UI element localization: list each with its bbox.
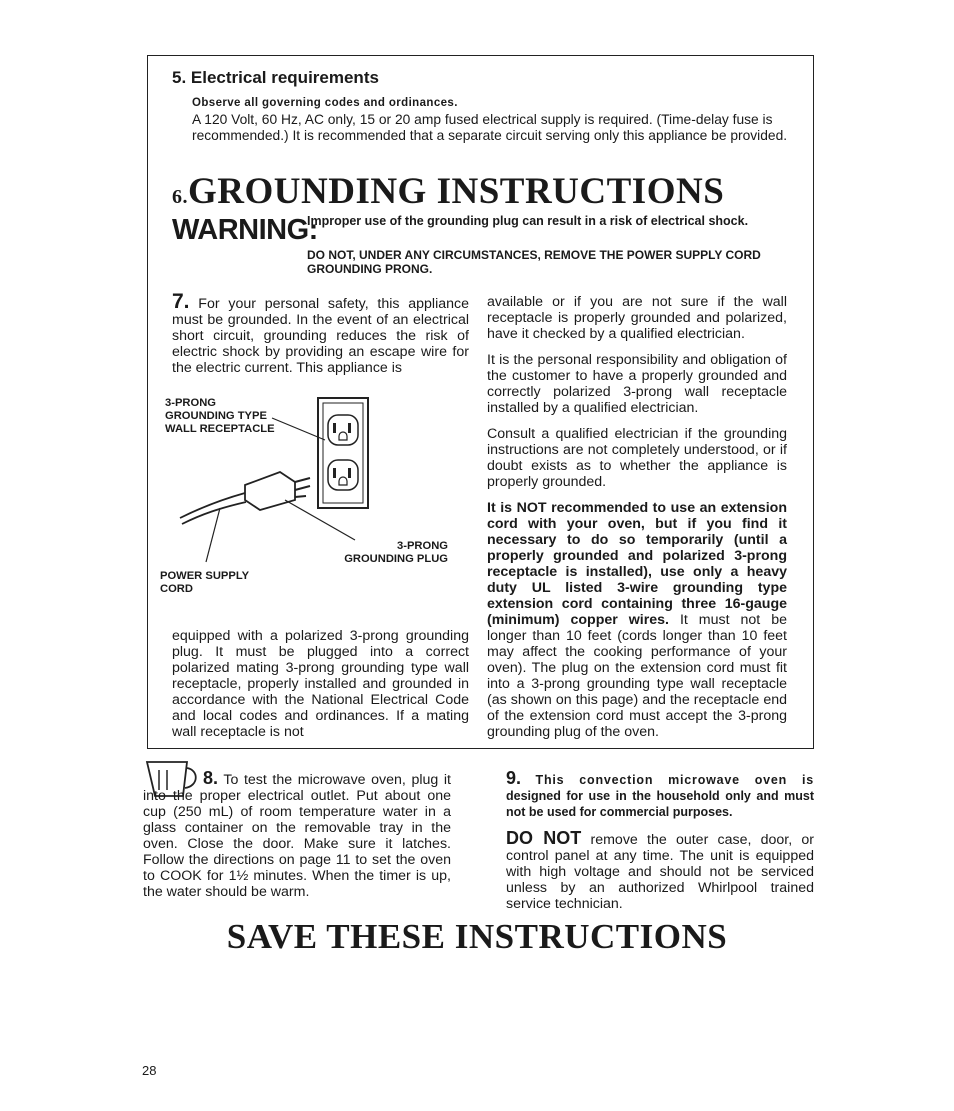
cord-leader bbox=[206, 508, 220, 562]
label-receptacle: 3-PRONG GROUNDING TYPE WALL RECEPTACLE bbox=[165, 397, 275, 435]
section7-intro-text: For your personal safety, this appliance must be grounded. In the event of an electrical short circuit, grounding reduces the risk of electric shock by providing an escape wire for the electric current. This appliance is bbox=[172, 296, 469, 376]
warning-label: WARNING: bbox=[172, 214, 318, 246]
label-cord: POWER SUPPLY CORD bbox=[160, 570, 249, 595]
section5-heading: 5. Electrical requirements bbox=[172, 68, 379, 87]
upper-outlet-ground bbox=[339, 432, 347, 440]
section9-donot bbox=[506, 830, 814, 912]
wall-plate-inner bbox=[323, 403, 363, 503]
section9-lead-text: This convection microwave oven is bbox=[535, 773, 814, 787]
section7-number: 7. bbox=[172, 290, 190, 313]
section8 bbox=[143, 770, 451, 900]
section9-lead bbox=[506, 770, 814, 820]
section9-text: remove the outer case, door, or control panel at any time. The unit is equipped with high voltage and should not be serviced unless by an authorized Whirlpool trained service technician. bbox=[506, 832, 815, 912]
upper-outlet-slot-right bbox=[348, 423, 351, 433]
plug-prong-2 bbox=[295, 486, 310, 490]
right-paragraph-1: available or if you are not sure if the wall receptacle is properly grounded and polarized, have it checked by a qualified electrician. bbox=[487, 294, 787, 342]
grounding-title bbox=[172, 170, 724, 213]
save-instructions-title: SAVE THESE INSTRUCTIONS bbox=[226, 917, 728, 956]
plug-prong-ground bbox=[295, 496, 306, 497]
section5-body: A 120 Volt, 60 Hz, AC only, 15 or 20 amp fused electrical supply is required. (Time-delay fuse is recommended.) It is recommended that a separate circuit serving only this appliance be provided. bbox=[192, 112, 788, 143]
warning-text-2: DO NOT, UNDER ANY CIRCUMSTANCES, REMOVE THE POWER SUPPLY CORD GROUNDING PRONG. bbox=[307, 248, 761, 276]
label-plug: 3-PRONG GROUNDING PLUG bbox=[344, 540, 448, 565]
right-paragraph-2: It is the personal responsibility and obligation of the customer to have a properly grounded and correctly polarized 3-prong wall receptacle installed by a qualified electrician. bbox=[487, 352, 787, 416]
grounding-number: 6. bbox=[172, 186, 188, 208]
extension-cord-warning: It is NOT recommended to use an extension cord with your oven, but if you find it necessary to do so temporarily (until a properly grounded and polarized 3-prong receptacle is installed), use only a heavy duty UL listed 3-wire grounding type extension cord containing three 16-gauge (minimum) copper wires. bbox=[487, 500, 787, 628]
section9 bbox=[506, 770, 814, 922]
plug-body bbox=[245, 472, 295, 510]
upper-outlet-slot-left bbox=[333, 423, 336, 433]
plug-prong-1 bbox=[295, 478, 310, 482]
grounding-title-text: GROUNDING INSTRUCTIONS bbox=[188, 171, 725, 212]
page-number: 28 bbox=[142, 1063, 157, 1078]
lower-outlet-ground bbox=[339, 477, 347, 485]
section7-right-column bbox=[487, 294, 787, 750]
section7-continued: equipped with a polarized 3-prong grounding plug. It must be plugged into a correct polarized mating 3-prong grounding type wall receptacle, properly installed and grounded in accordance with the National Electrical Code and local codes and ordinances. If a mating wall receptacle is not bbox=[172, 628, 469, 740]
right-paragraph-3: Consult a qualified electrician if the grounding instructions are not completely understood, or if doubt exists as to whether the appliance is properly grounded. bbox=[487, 426, 787, 490]
section9-bold-text: designed for use in the household only and must not be used for commercial purposes. bbox=[506, 789, 814, 819]
extension-cord-text: It must not be longer than 10 feet (cords longer than 10 feet may affect the cooking performance of your oven). The plug on the extension cord must fit into a 3-prong grounding type wall receptacle (as shown on this page) and the receptacle end of the extension cord must accept the 3-prong grounding plug of the oven. bbox=[487, 612, 787, 740]
do-not-label: DO NOT bbox=[506, 828, 582, 848]
section5-subheading: Observe all governing codes and ordinances. bbox=[192, 97, 458, 109]
section9-number: 9. bbox=[506, 768, 522, 788]
plug-leader bbox=[285, 500, 355, 540]
warning-text: Improper use of the grounding plug can result in a risk of electrical shock. bbox=[307, 214, 749, 228]
section8-text: To test the microwave oven, plug it into the proper electrical outlet. Put about one cup (250 mL) of room temperature water in a glass container on the removable tray in the oven. Close the door. Make sure it latches. Follow the directions on page 11 to set the oven to COOK for 1½ minutes. When the timer is up, the water should be warm. bbox=[143, 772, 451, 900]
lower-outlet-slot-left bbox=[333, 468, 336, 478]
right-paragraph-4 bbox=[487, 500, 787, 740]
section7-intro bbox=[172, 290, 469, 376]
lower-outlet-slot-right bbox=[348, 468, 351, 478]
section8-number: 8. bbox=[203, 768, 219, 788]
